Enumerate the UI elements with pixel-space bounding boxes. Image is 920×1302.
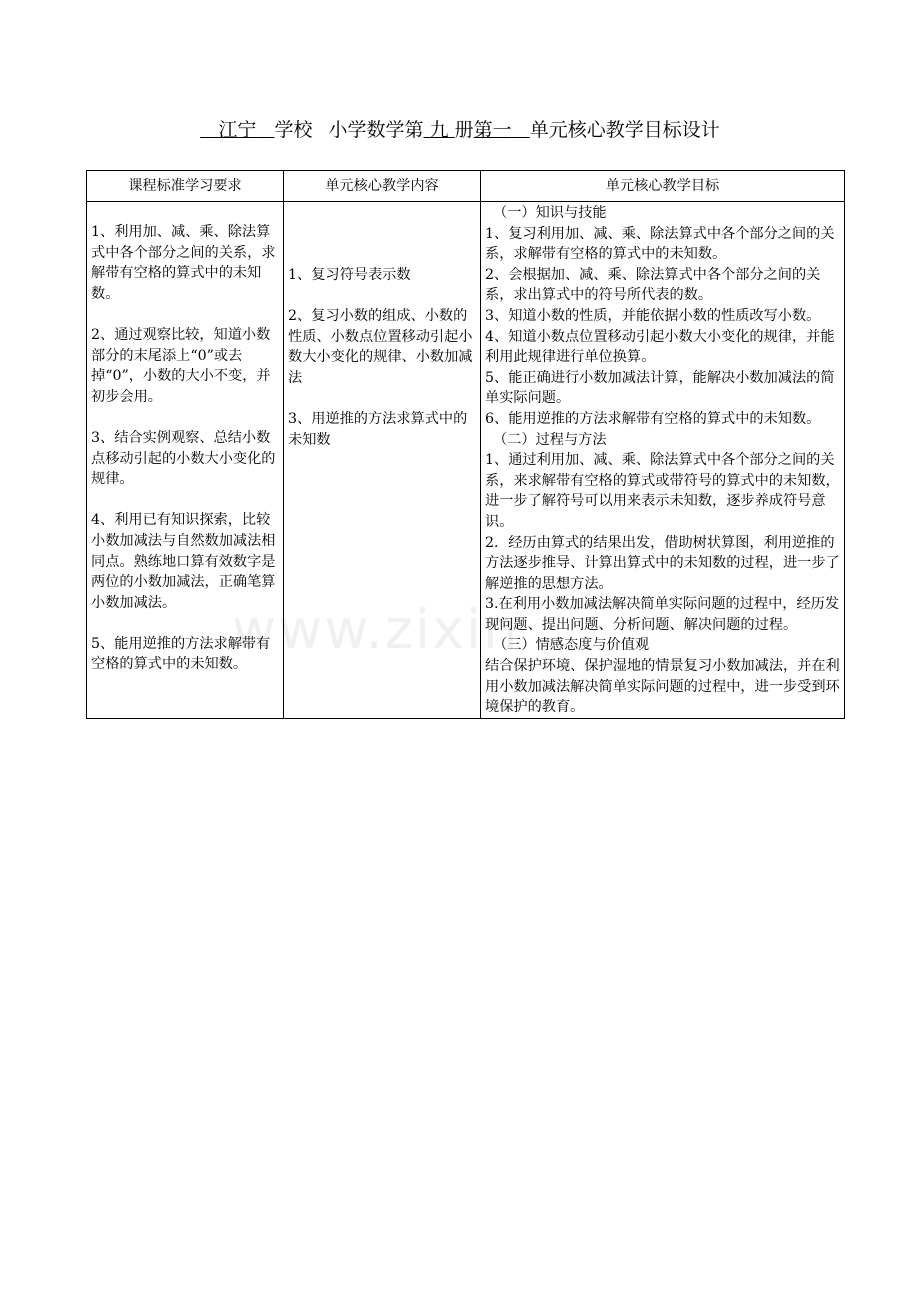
table-header-row — [87, 171, 845, 202]
title-book: 九 — [429, 119, 449, 141]
knowledge-item-4: 4、知道小数点位置移动引起小数大小变化的规律，并能利用此规律进行单位换算。 — [485, 328, 835, 366]
process-item-1: 1、通过利用加、减、乘、除法算式中各个部分之间的关系，来求解带有空格的算式或带符号的算式中的未知数，进一步了解符号可以用来表示未知数，逐步养成符号意识。 — [485, 452, 840, 530]
process-item-2: 2．经历由算式的结果出发，借助树状算图，利用逆推的方法逐步推导、计算出算式中的未知数的过程，进一步了解逆推的思想方法。 — [485, 534, 840, 592]
section-attitude-values-title: （三）情感态度与价值观 — [493, 637, 650, 654]
title-subject-prefix: 小学数学第 — [328, 119, 424, 141]
content-item-2: 2、复习小数的组成、小数的性质、小数点位置移动引起小数大小变化的规律、小数加减法 — [288, 308, 473, 386]
knowledge-item-5: 5、能正确进行小数加减法计算，能解决小数加减法的简单实际问题。 — [485, 369, 835, 407]
document-title — [0, 116, 920, 144]
watermark: www.zixin — [232, 598, 520, 661]
curriculum-standards-cell — [87, 202, 284, 719]
header-core-content: 单元核心教学内容 — [284, 171, 481, 202]
knowledge-item-6: 6、能用逆推的方法求解带有空格的算式中的未知数。 — [485, 410, 821, 427]
process-item-3: 3.在利用小数加减法解决简单实际问题的过程中，经历发现问题、提出问题、分析问题、解决问题的过程。 — [485, 596, 840, 633]
standard-item-2: 2、通过观察比较，知道小数部分的末尾添上“0”或去掉“0”，小数的大小不变，并初步会用。 — [91, 326, 271, 405]
section-knowledge-skills-title: （一）知识与技能 — [493, 205, 607, 221]
objectives-table — [86, 170, 845, 719]
table-body-row — [87, 202, 845, 719]
core-objectives-cell — [481, 202, 845, 719]
title-unit-suffix: 单元核心教学目标设计 — [529, 119, 720, 141]
standard-item-3: 3、结合实例观察、总结小数点移动引起的小数大小变化的规律。 — [91, 429, 276, 488]
title-school-suffix: 学校 — [274, 119, 313, 141]
standard-item-4: 4、利用已有知识探索，比较小数加减法与自然数加减法相同点。熟练地口算有效数字是两位的小数加减法，正确笔算小数加减法。 — [91, 512, 276, 611]
title-school: 江宁 — [218, 119, 257, 141]
knowledge-item-3: 3、知道小数的性质，并能依据小数的性质改写小数。 — [485, 307, 821, 324]
knowledge-item-1: 1、复习利用加、减、乘、除法算式中各个部分之间的关系，求解带有空格的算式中的未知数。 — [485, 225, 835, 263]
attitude-text: 结合保护环境、保护湿地的情景复习小数加减法，并在利用小数加减法解决简单实际问题的过程中，进一步受到环境保护的教育。 — [485, 658, 840, 716]
core-content-cell — [284, 202, 481, 719]
title-book-suffix: 册 — [454, 119, 474, 141]
header-curriculum-standards: 课程标准学习要求 — [87, 171, 284, 202]
section-process-method-title: （二）过程与方法 — [493, 431, 607, 448]
knowledge-item-2: 2、会根据加、减、乘、除法算式中各个部分之间的关系，求出算式中的符号所代表的数。 — [485, 266, 821, 304]
content-item-1: 1、复习符号表示数 — [288, 267, 411, 283]
title-unit: 第一 — [473, 119, 512, 141]
standard-item-1: 1、利用加、减、乘、除法算式中各个部分之间的关系，求解带有空格的算式中的未知数。 — [91, 224, 276, 302]
standard-item-5: 5、能用逆推的方法求解带有空格的算式中的未知数。 — [91, 635, 271, 673]
header-core-objectives: 单元核心教学目标 — [481, 171, 845, 202]
content-item-3: 3、用逆推的方法求算式中的未知数 — [288, 411, 468, 448]
